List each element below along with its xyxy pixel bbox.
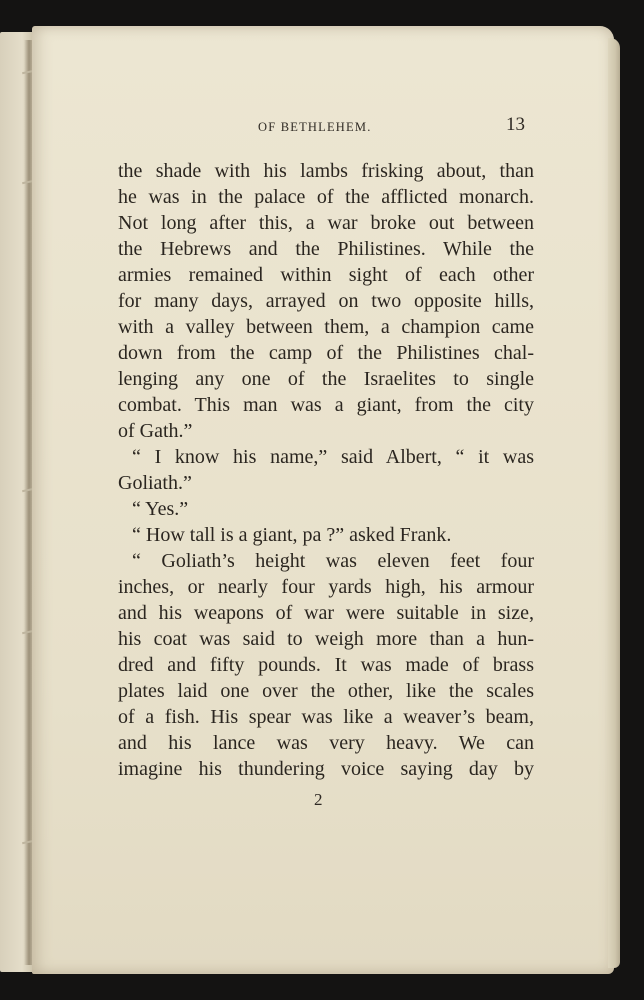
text-line: combat. This man was a giant, from the city xyxy=(118,394,534,416)
text-line: “ Goliath’s height was eleven feet four xyxy=(132,550,534,572)
text-line: of Gath.” xyxy=(118,420,193,442)
running-head: OF BETHLEHEM. xyxy=(258,120,372,134)
text-line: “ I know his name,” said Albert, “ it was xyxy=(132,446,534,468)
page-number: 13 xyxy=(506,114,525,135)
text-line: dred and fifty pounds. It was made of brass xyxy=(118,654,534,676)
text-line: he was in the palace of the afflicted monarch. xyxy=(118,186,534,208)
text-line: the shade with his lambs frisking about, than xyxy=(118,160,534,182)
text-line: his coat was said to weigh more than a hun- xyxy=(118,628,534,650)
text-line: for many days, arrayed on two opposite hills, xyxy=(118,290,534,312)
text-line: lenging any one of the Israelites to single xyxy=(118,368,534,390)
text-line: Not long after this, a war broke out between xyxy=(118,212,534,234)
text-line: and his lance was very heavy. We can xyxy=(118,732,534,754)
text-line: plates laid one over the other, like the scales xyxy=(118,680,534,702)
text-line: and his weapons of war were suitable in size, xyxy=(118,602,534,624)
text-line: “ Yes.” xyxy=(132,498,189,520)
text-line: armies remained within sight of each other xyxy=(118,264,534,286)
page-fore-edge xyxy=(608,38,620,968)
text-line: with a valley between them, a champion came xyxy=(118,316,534,338)
signature-mark: 2 xyxy=(314,790,323,809)
text-line: the Hebrews and the Philistines. While the xyxy=(118,238,534,260)
text-line: down from the camp of the Philistines chal- xyxy=(118,342,534,364)
text-line: of a fish. His spear was like a weaver’s beam, xyxy=(118,706,534,728)
text-line: Goliath.” xyxy=(118,472,192,494)
text-line: imagine his thundering voice saying day by xyxy=(118,758,534,780)
text-line: inches, or nearly four yards high, his armour xyxy=(118,576,534,598)
text-line: “ How tall is a giant, pa ?” asked Frank. xyxy=(132,524,452,546)
